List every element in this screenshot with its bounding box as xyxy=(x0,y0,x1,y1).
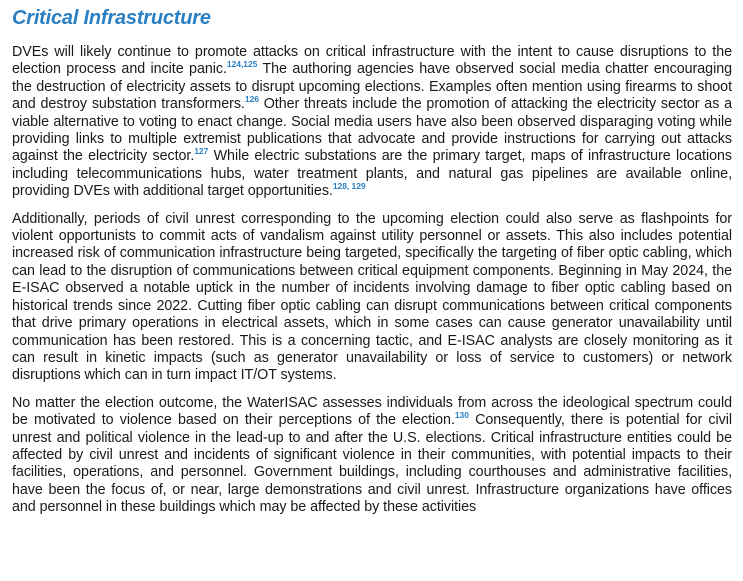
paragraph xyxy=(12,211,732,385)
document-page xyxy=(12,6,732,527)
paragraph-text: No matter the election outcome, the WaterISAC assesses individuals from across the ideological spectrum could be motivated to violence based on their perceptions of the election. xyxy=(12,394,732,429)
paragraph-text: While electric substations are the primary target, maps of infrastructure locations including telecommunications hubs, water treatment plants, and natural gas pipelines are available online, providing DVEs with additional target opportunities. xyxy=(12,148,732,200)
paragraph-text: Consequently, there is potential for civil unrest and political violence in the lead-up to and after the U.S. elections. Critical infrastructure entities could be affected by civil unrest and incidents of significant violence in their communities, with potential impacts to their facilities, operations, and personnel. Government buildings, including courthouses and administrative facilities, have been the focus of, or near, large demonstrations and civil unrest. Infrastructure organizations have offices and personnel in these buildings which may be affected by these activities xyxy=(12,412,733,516)
footnote-reference[interactable]: 130 xyxy=(454,410,469,421)
section-body xyxy=(12,44,732,517)
paragraph-text: DVEs will likely continue to promote attacks on critical infrastructure with the intent to cause disruptions to the election process and incite panic. xyxy=(12,44,732,78)
paragraph xyxy=(12,44,732,201)
section-heading: Critical Infrastructure xyxy=(12,7,211,29)
paragraph xyxy=(12,395,732,517)
paragraph-text: The authoring agencies have observed social media chatter encouraging the destruction of electricity assets to disrupt upcoming elections. Examples often mention using firearms to shoot and destroy substation transformers. xyxy=(12,61,732,113)
footnote-reference[interactable]: 124,125 xyxy=(226,59,258,70)
footnote-reference[interactable]: 127 xyxy=(194,146,209,157)
paragraph-text: Other threats include the promotion of attacking the electricity sector as a viable alternative to voting to enact change. Social media users have also been observed disparaging voting while providing links to multiple extremist publications that advocate and provide instructions for carrying out attacks against the electricity sector. xyxy=(12,96,732,165)
paragraph-text: Additionally, periods of civil unrest corresponding to the upcoming election could also serve as flashpoints for violent opportunists to commit acts of vandalism against utility personnel or assets. This also includes potential increased risk of communication infrastructure being targeted, specifically the targeting of fiber optic cabling, which can lead to the disruption of communications between critical equipment components. Beginning in May 2024, the E-ISAC observed a notable uptick in the number of incidents involving damage to fiber optic cabling based on historical trends since 2022. Cutting fiber optic cabling can disrupt communications between critical components that drive primary operations in electrical assets, which in some cases can cause generator unavailability until communication has been restored. This is a concerning tactic, and E-ISAC analysts are closely monitoring as it can result in kinetic impacts (such as generator unavailability or loss of service to customers) or network disruptions which can in turn impact IT/OT systems. xyxy=(12,210,732,384)
footnote-reference[interactable]: 128, 129 xyxy=(332,181,366,192)
footnote-reference[interactable]: 126 xyxy=(244,94,259,105)
